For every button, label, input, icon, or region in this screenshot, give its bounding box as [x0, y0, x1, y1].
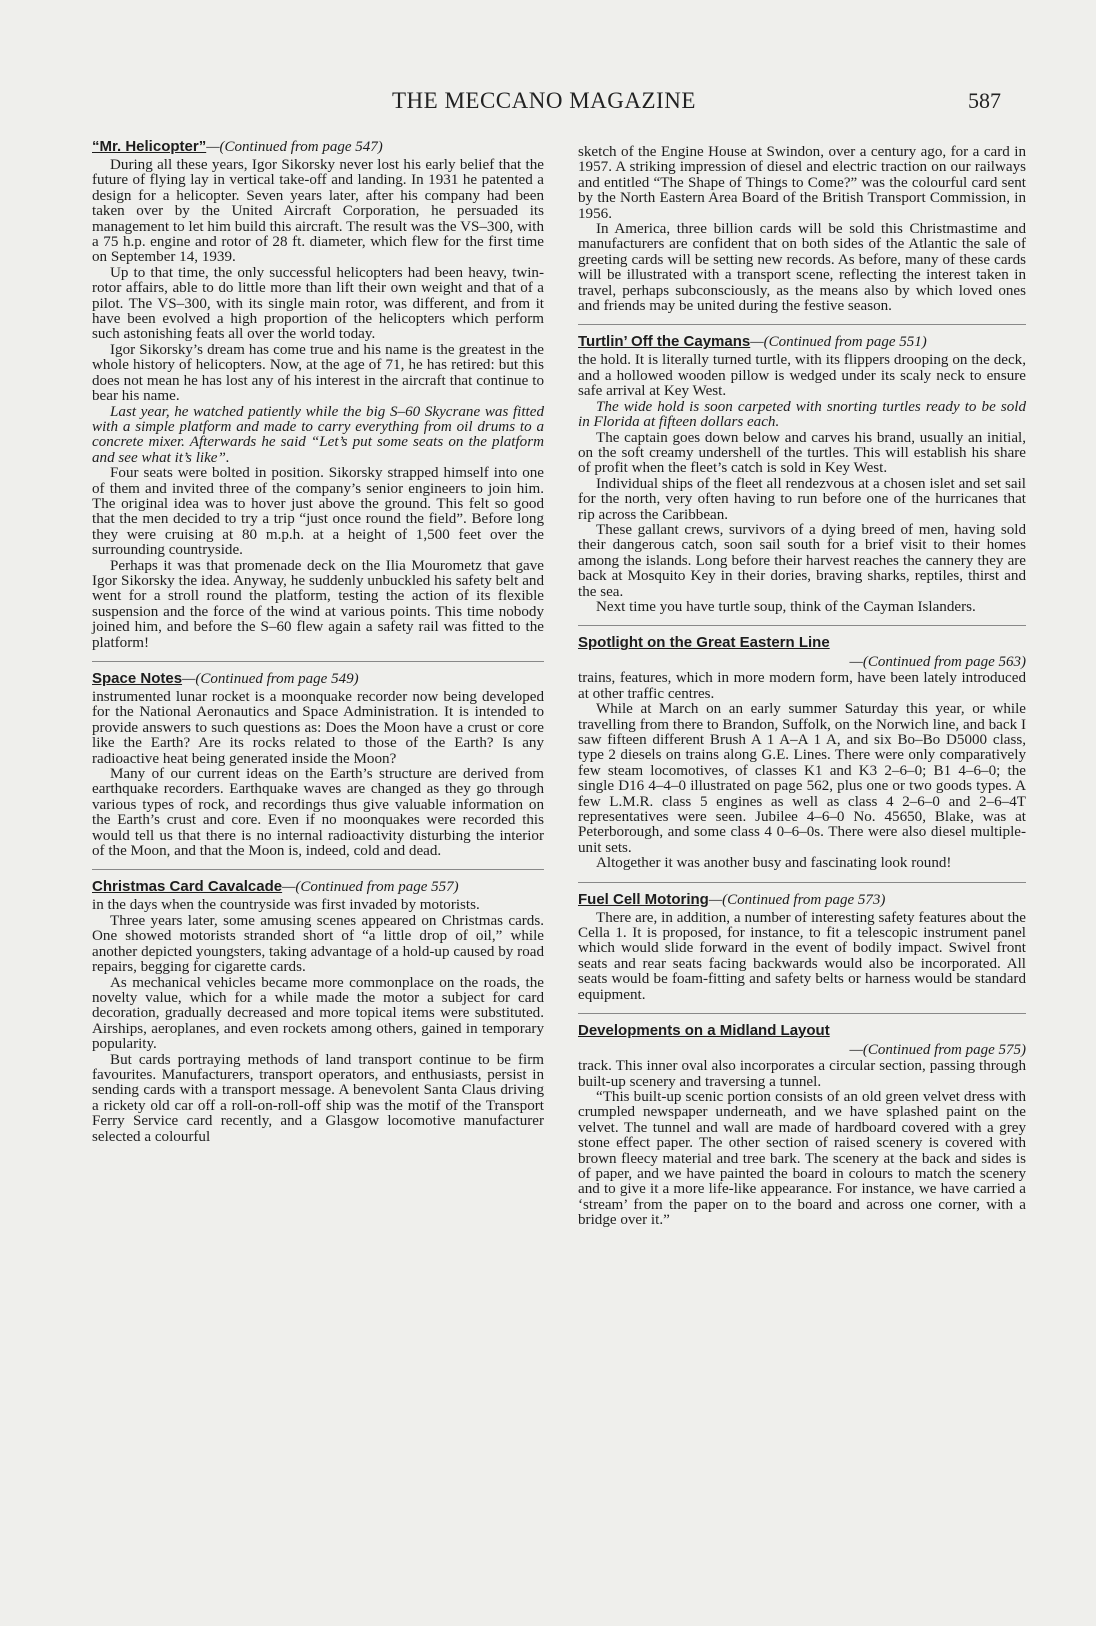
- section-title: Space Notes: [92, 670, 183, 687]
- paragraph: In America, three billion cards will be sold this Christmastime and manufacturers are confident that on both sides of the Atlantic the sale of greeting cards will be setting new records. As before, many of these cards will be illustrated with a transport scene, reflecting the interest taken in travel, perhaps subconsciously, as the means also by which loved ones and friends may be united during the festive season.: [578, 221, 1026, 315]
- paragraph: Next time you have turtle soup, think of the Cayman Islanders.: [596, 598, 976, 615]
- paragraph: instrumented lunar rocket is a moonquake recorder now being developed for the National Aeronautics and Space Administration. It is intended to provide answers to such questions as: Does the Moon have a crust or core like the Earth? Are its rocks related to those of the Earth? Is any radioactive heat being generated inside the Moon?: [92, 689, 544, 767]
- article-turtlin: [578, 333, 1026, 615]
- paragraph: Altogether it was another busy and fascinating look round!: [596, 855, 952, 872]
- continued-note: —(Continued from page 575): [849, 1042, 1026, 1059]
- section-title: Developments on a Midland Layout: [578, 1022, 830, 1040]
- paragraph: Three years later, some amusing scenes appeared on Christmas cards. One showed motorists stranded short of “a little drop of oil,” while another depicted youngsters, taking advantage of a hold-up caused by road repairs, begging for cigarette cards.: [92, 912, 544, 976]
- article-fuel-cell: [578, 891, 1026, 1003]
- continued-note: —(Continued from page 547): [206, 139, 383, 155]
- masthead: THE MECCANO MAGAZINE: [392, 88, 696, 113]
- section-divider: [92, 869, 544, 870]
- paragraph: The wide hold is soon carpeted with snorting turtles ready to be sold in Florida at fifteen dollars each.: [578, 398, 1026, 431]
- section-heading: [578, 634, 1026, 652]
- section-title: Fuel Cell Motoring: [578, 890, 709, 908]
- section-heading: [92, 670, 544, 688]
- continued-note: —(Continued from page 557): [282, 879, 459, 896]
- section-divider: [578, 324, 1026, 325]
- continued-note: —(Continued from page 563): [849, 654, 1026, 671]
- paragraph: As mechanical vehicles became more commonplace on the roads, the novelty value, which for a while made the motor a subject for card decoration, gradually decreased and more topical items were substituted. Airships, aeroplanes, and even rockets among others, gained in temporary popularity.: [92, 974, 544, 1053]
- paragraph: sketch of the Engine House at Swindon, over a century ago, for a card in 1957. A striking impression of diesel and electric traction on our railways and entitled “The Shape of Things to Come?” was the colourful card sent by the North Eastern Area Board of the British Transport Commission, in 1956.: [578, 144, 1026, 222]
- paragraph: While at March on an early summer Saturday this year, or while travelling from there to Brandon, Suffolk, on the Norwich line, and back I saw fifteen different Brush A 1 A–A 1 A, and six Bo–Bo D5000 class, type 2 diesels on trains along G.E. Lines. There were only comparatively few steam locomotives, of classes K1 and K3 2–6–0; B1 4–6–0; the single D16 4–4–0 illustrated on page 562, plus one or two goods types. A few L.M.R. class 5 engines as well as class 4 2–6–0 and 2–6–4T representatives were seen. Jubilee 4–6–0 No. 45650, Blake, was at Peterborough, and some class 4 0–6–0s. There were also diesel multiple-unit sets.: [578, 701, 1026, 856]
- article-space-notes: [92, 670, 544, 859]
- section-title: Spotlight on the Great Eastern Line: [578, 634, 830, 652]
- article-christmas-continued: [578, 145, 1026, 314]
- paragraph: These gallant crews, survivors of a dying breed of men, having sold their dangerous catch, soon sail south for a brief visit to their homes among the islands. Long before their harvest reaches the cannery they are back at Mosquito Key in their dories, braving sharks, reptiles, thirst and the sea.: [578, 521, 1026, 600]
- paragraph: But cards portraying methods of land transport continue to be firm favourites. Manufacturers, transport operators, and enthusiasts, persist in sending cards with a transport message. A benevolent Santa Claus driving a rickety old car off a roll-on-roll-off ship was the motif of the Transport Ferry Service card recently, and a Glasgow locomotive manufacturer selected a colourful: [92, 1051, 544, 1145]
- section-divider: [578, 1013, 1026, 1014]
- page-number: 587: [968, 88, 1001, 113]
- paragraph: Last year, he watched patiently while the big S–60 Skycrane was fitted with a simple platform and made to carry everything from oil drums to a concrete mixer. Afterwards he said “Let’s put some seats on the platform and see what it’s like”.: [92, 403, 544, 466]
- section-title: “Mr. Helicopter”: [92, 138, 207, 155]
- paragraph: There are, in addition, a number of interesting safety features about the Cella 1. It is proposed, for instance, to fit a telescopic instrument panel which would slide forward in the event of bodily impact. Swivel front seats and rear seats facing backwards would also be incorporated. All seats would be foam-fitting and safety belts or harness would be standard equipment.: [578, 909, 1026, 1003]
- paragraph: During all these years, Igor Sikorsky never lost his early belief that the future of flying lay in vertical take-off and landing. In 1931 he patented a design for a helicopter. Seven years later, after his company had been taken over by the United Aircraft Corporation, he persuaded its management to let him build this aircraft. The result was the VS–300, with a 75 h.p. engine and rotor of 28 ft. diameter, which flew for the first time on September 14, 1939.: [92, 157, 544, 266]
- paragraph: The captain goes down below and carves his brand, usually an initial, on the soft creamy undershell of the turtles. This will establish his share of profit when the fleet’s catch is sold in Key West.: [578, 429, 1026, 477]
- section-title: Turtlin’ Off the Caymans: [578, 333, 751, 351]
- paragraph: Many of our current ideas on the Earth’s structure are derived from earthquake recorders. Earthquake waves are changed as they go through various types of rock, and recordings thus give valuable information on the Earth’s crust and core. Even if no moonquakes were recorded this would tell us that there is no internal radioactivity disturbing the interior of the Moon, and that the Moon is, indeed, cold and dead.: [92, 766, 544, 860]
- page-header: [0, 88, 1096, 122]
- section-heading: [92, 878, 544, 896]
- section-heading: [578, 333, 1026, 351]
- paragraph: Up to that time, the only successful helicopters had been heavy, twin-rotor affairs, able to do little more than lift their own weight and that of a pilot. The VS–300, with its single main rotor, was different, and from it have been evolved a high proportion of the helicopters which perform such astonishing feats all over the world today.: [92, 264, 544, 343]
- continued-note: —(Continued from page 573): [708, 891, 886, 908]
- section-heading: [578, 891, 1026, 909]
- paragraph: track. This inner oval also incorporates a circular section, passing through built-up scenery and traversing a tunnel.: [578, 1058, 1026, 1090]
- continued-note: —(Continued from page 549): [182, 671, 359, 687]
- continued-note: —(Continued from page 551): [750, 334, 927, 351]
- article-midland-layout: [578, 1022, 1026, 1228]
- paragraph: trains, features, which in more modern form, have been lately introduced at other traffic centres.: [578, 670, 1026, 702]
- section-divider: [92, 661, 544, 662]
- section-divider: [578, 882, 1026, 883]
- paragraph: Perhaps it was that promenade deck on the Ilia Mourometz that gave Igor Sikorsky the idea. Anyway, he suddenly unbuckled his safety belt and went for a stroll round the platform, testing the action of its flexible suspension and the force of the wind at various points. This time nobody joined him, and before the S–60 flew again a safety rail was fitted to the platform!: [92, 557, 544, 651]
- paragraph: Four seats were bolted in position. Sikorsky strapped himself into one of them and invited three of the company’s senior engineers to join him. The original idea was to hover just above the ground. This felt so good that the men decided to try a trip “just once round the field”. Before long they were cruising at 80 m.p.h. at a height of 1,500 feet over the surrounding countryside.: [92, 465, 544, 559]
- paragraph: in the days when the countryside was first invaded by motorists.: [92, 897, 480, 914]
- paragraph: Igor Sikorsky’s dream has come true and his name is the greatest in the whole history of helicopters. Now, at the age of 71, he has retired: but this does not mean he has lost any of his interest in the aircraft that continue to bear his name.: [92, 341, 544, 405]
- paragraph: the hold. It is literally turned turtle, with its flippers drooping on the deck, and a hollowed wooden pillow is wedged under its scaly neck to ensure safe arrival at Key West.: [578, 352, 1026, 400]
- article-christmas-card-cavalcade: [92, 878, 544, 1145]
- right-column: [578, 145, 1026, 1229]
- paragraph: “This built-up scenic portion consists of an old green velvet dress with crumpled newspaper underneath, and we have splashed paint on the velvet. The tunnel and wall are made of hardboard covered with a grey stone effect paper. The other section of raised scenery is covered with brown fleecy material and tree bark. The scenery at the back and sides is of paper, and we have painted the board in colours to match the scenery and to give it a more life-like appearance. For instance, we have carried a ‘stream’ from the paper on to the board and across one corner, with a bridge over it.”: [578, 1088, 1026, 1229]
- section-title: Christmas Card Cavalcade: [92, 878, 283, 896]
- paragraph: Individual ships of the fleet all rendezvous at a chosen islet and set sail for the north, very often having to run before one of the hurricanes that rip across the Caribbean.: [578, 475, 1026, 523]
- article-mr-helicopter: [92, 138, 544, 651]
- left-column: [92, 138, 544, 1145]
- section-heading: [92, 138, 544, 156]
- section-heading: [578, 1022, 1026, 1040]
- article-spotlight: [578, 634, 1026, 871]
- section-divider: [578, 625, 1026, 626]
